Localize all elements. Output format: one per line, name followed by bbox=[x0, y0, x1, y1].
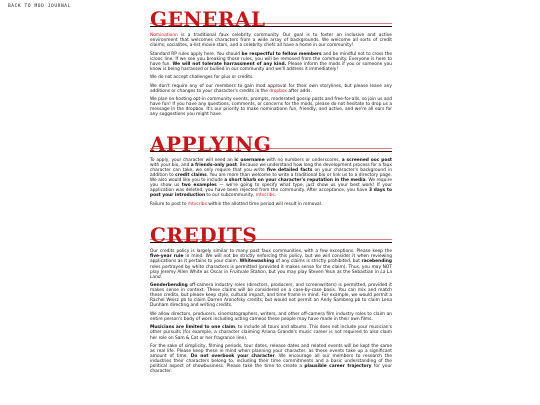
paragraph-text: For the sake of simplicity, filming periods, tour dates, release dates and related events will be kept the same as real life. Please keep these in mind when planning your character, as these events take up a significant amount of time. bbox=[150, 343, 392, 360]
credits-paragraph bbox=[150, 325, 392, 340]
general-paragraph bbox=[150, 75, 392, 80]
emphasis-text: We will not tolerate harrassment of any kind. bbox=[172, 61, 287, 67]
emphasis-text: a screened ooc post bbox=[341, 157, 393, 163]
credits-header bbox=[150, 224, 392, 246]
credits-title: CREDITS bbox=[150, 223, 258, 248]
credits-paragraph bbox=[150, 312, 392, 322]
emphasis-text: a friends-only post bbox=[190, 162, 237, 168]
title-text: Fruitvale Station bbox=[229, 269, 266, 275]
general-paragraph bbox=[150, 33, 392, 48]
applying-header bbox=[150, 133, 392, 155]
paragraph-text: within the allotted time period will result in removal. bbox=[206, 201, 323, 207]
emphasis-text: ic username bbox=[234, 157, 265, 163]
paragraph-text: . bbox=[274, 193, 277, 199]
emphasis-text: Genderbending bbox=[150, 283, 188, 289]
emphasis-text: five-year rule bbox=[150, 254, 184, 260]
paragraph-text: Failure to post to bbox=[150, 201, 188, 207]
paragraph-text: to our subcommunity, bbox=[205, 193, 256, 199]
emphasis-text: 3 days to post your introduction bbox=[150, 188, 392, 199]
paragraph-text: for your character. bbox=[150, 364, 392, 375]
paragraph-text: is a traditional faux celebrity community. Our goal is to foster an inclusive and active environment that welcomes characters from a wide array of backgrounds. We welcome all sorts of credit claims; socialites, a-list movie stars, and a celebrity chefs all have a home in our community! bbox=[150, 33, 392, 49]
emphasis-text: plausible career trajectory bbox=[304, 364, 372, 370]
general-paragraph bbox=[150, 84, 392, 94]
emphasis-text: a short blurb on your character's reputation in the media bbox=[224, 178, 366, 184]
emphasis-text: credit claims bbox=[175, 173, 207, 179]
paragraph-text: in mind. We will not be strictly enforcing this policy, but we will consider it when reviewing applications as it pertains to your claim. bbox=[150, 254, 392, 265]
inline-link[interactable]: dropbox bbox=[269, 88, 287, 94]
paragraph-text: We do not accept challenges for plus or credits. bbox=[150, 75, 254, 81]
paragraph-text: after adds. bbox=[286, 88, 312, 94]
emphasis-text: five detailed facts bbox=[266, 167, 313, 173]
general-header bbox=[150, 8, 392, 30]
inline-link[interactable]: Nominationn bbox=[150, 33, 178, 38]
paragraph-text: We plan on hosting opt-in community events, prompts, moderated gossip posts and free-for-alls, so join us and have fun! If you have any questions, comments, or concerns for the mods, please do not hesitate to drop us a message in the dropbox. It's our priority to make nominationn fun, friendly, and active, and we're all ears for any suggestions you might have. bbox=[150, 97, 392, 118]
paragraph-text: We allow directors, producers, cinematographers, writers, and other off-camera film industry roles to claim an entire person's body of work including acting cameos these people may have made in their own films. bbox=[150, 311, 392, 322]
paragraph-text: off-camera industry roles (directors, producers, and screenwriters) is permitted, provided it makes sense in context. These claims will be considered on a case-by-case basis. You can mix and match these credits, but please keep style, cultural impact, and time frame in mind. For example, we would permit a Rachel Weisz pb to claim Darren Aronofsky credits, but would not permit an Andy Samberg pb to claim Lena Dunham directing and writing credits. bbox=[150, 283, 392, 309]
applying-paragraph bbox=[150, 158, 392, 199]
emphasis-text: Musicians are limited to one claim bbox=[150, 325, 236, 331]
paragraph-text: — we're going to specify what type, just show us your best work! If your application was deleted, you have been rejected from the community. After acceptance, you have bbox=[150, 183, 393, 194]
general-title: GENERAL bbox=[150, 7, 266, 31]
paragraph-text: , to include all tours and albums. This does not include your musician's other pursuits (for example, a character claiming Ariana Grande's music career is not required to also claim her role on Sam & Cat or her fragrance line). bbox=[150, 325, 392, 341]
paragraph-text: . We encourage all our members to research the industries their characters belong to, including their time commitments and a basic understanding of the political aspect of showbusiness. Please take the time to create a bbox=[150, 354, 392, 370]
emphasis-text: two examples bbox=[181, 183, 217, 189]
paragraph-text: , but you may play Steven Yeun as the Sebastian in bbox=[265, 269, 381, 275]
paragraph-text: roles portrayed by white characters is permitted (provided it makes sense for the claim). Thus, you may NOT play Jeremy Allen White as Oscar in bbox=[150, 264, 392, 275]
general-paragraph bbox=[150, 97, 392, 117]
paragraph-text: . Because we understand how long the development process for a faux character can take, we only require that you write bbox=[150, 162, 392, 173]
emphasis-text: be respectful to fellow members bbox=[241, 51, 322, 57]
credits-paragraph bbox=[150, 249, 392, 280]
inline-link[interactable]: mtvcribs bbox=[187, 201, 207, 207]
paragraph-text: and be mindful not to cross the ic/ooc line. If we see you breaking those rules, you will be removed from the community. Everyone is here to have fun. bbox=[150, 51, 392, 67]
emphasis-text: Whitewashing bbox=[239, 259, 275, 265]
general-paragraph bbox=[150, 52, 392, 72]
paragraph-text: with your bio, and bbox=[150, 162, 191, 168]
emphasis-text: racebending bbox=[361, 259, 392, 265]
applying-paragraph bbox=[150, 202, 392, 207]
paragraph-text: Standard RP rules apply here. You should bbox=[150, 51, 242, 57]
paragraph-text: To apply, your character will need an bbox=[150, 157, 235, 163]
applying-title: APPLYING bbox=[150, 131, 272, 156]
credits-paragraph bbox=[150, 344, 392, 375]
paragraph-text: Please inform the mods if you or someone you know is being harrassed or bullied in our community and we'll address it immediately! bbox=[150, 61, 393, 72]
rules-column bbox=[150, 8, 392, 378]
paragraph-text: with no numbers or underscores, bbox=[264, 157, 342, 163]
paragraph-text: . You are more than welcome to write a traditional bio or link us to a directory page. We also would like you to include bbox=[150, 173, 392, 184]
paragraph-text: . bbox=[160, 274, 162, 280]
title-text: La La Land bbox=[150, 269, 393, 280]
paragraph-text: on your character's background in addition to bbox=[150, 167, 392, 179]
back-to-mod-journal-link[interactable]: BACK TO MOD JOURNAL bbox=[8, 4, 71, 9]
paragraph-text: We don't require any of our members to gain mod approval for their own storylines, but please leave any additions or changes to your character's credits in the bbox=[150, 83, 392, 94]
paragraph-text: of any claims is strictly prohibited, but bbox=[274, 259, 362, 265]
inline-link[interactable]: mtvcribs bbox=[255, 193, 275, 199]
paragraph-text: Our credits policy is largely similar to many past faux communities, with a few exceptions. Please keep the bbox=[150, 249, 392, 255]
emphasis-text: Do not overbook your character bbox=[190, 354, 275, 360]
paragraph-text: . We require you show us bbox=[150, 178, 392, 189]
credits-paragraph bbox=[150, 283, 392, 308]
